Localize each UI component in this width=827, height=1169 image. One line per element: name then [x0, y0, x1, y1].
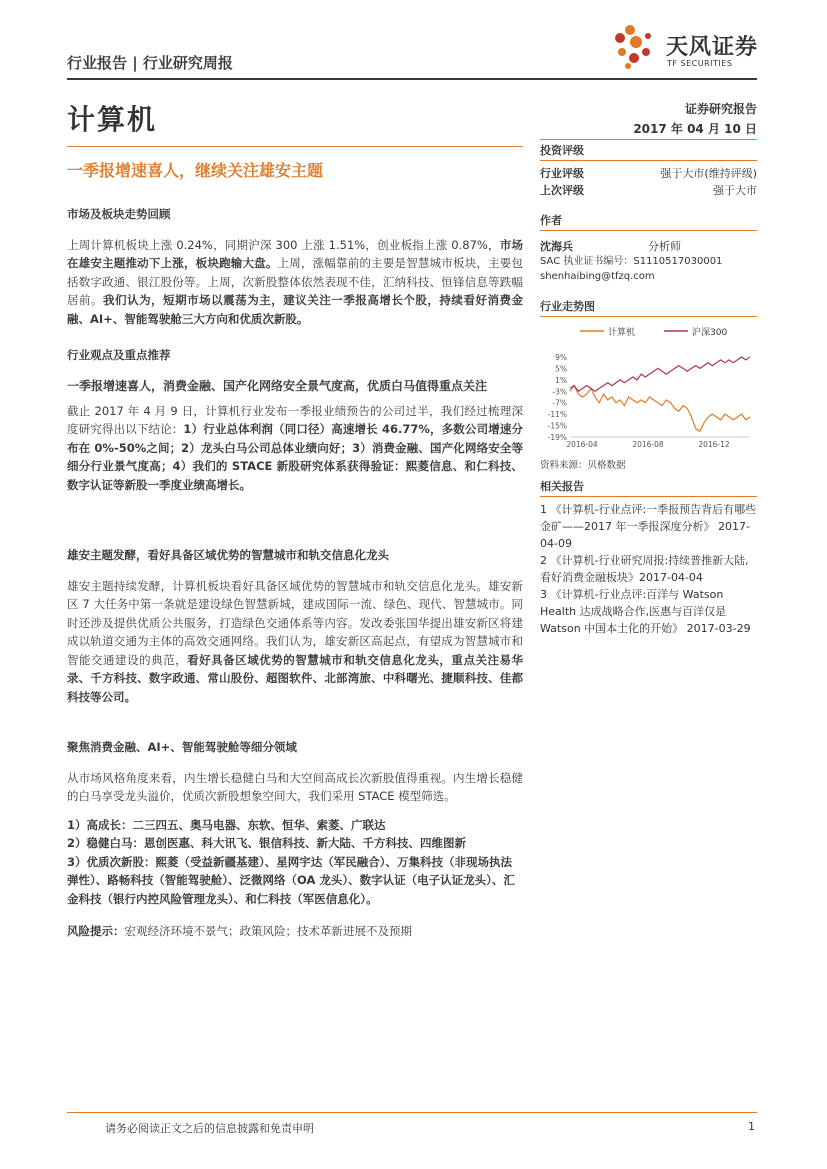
footer-divider: [67, 1112, 757, 1113]
trend-chart: [540, 319, 757, 451]
author-role: 分析师: [648, 240, 681, 253]
author-cert: SAC 执业证书编号：S1110517030001: [540, 256, 723, 267]
series-line: [570, 357, 750, 391]
sidebar-heading: 投资评级: [540, 142, 757, 161]
paragraph: [67, 236, 523, 329]
y-tick-label: 9%: [555, 353, 567, 362]
sidebar-author: [540, 212, 757, 284]
sidebar-related: [540, 478, 757, 637]
legend-label: 沪深300: [692, 328, 728, 338]
related-item[interactable]: 3 《计算机-行业点评:百洋与 Watson Health 达成战略合作,医惠与百洋仅是 Watson 中国本土化的开始》 2017-03-29: [540, 588, 751, 635]
subtitle-divider: [67, 146, 523, 147]
logo-subtext: TF SECURITIES: [667, 59, 733, 68]
x-tick-label: 2016-12: [698, 440, 730, 449]
text: 截止 2017 年 4 月 9 日，计算机行业发布一季报业绩预告的公司过半，我们经过梳理深度研究得出以下结论：: [67, 403, 523, 436]
page-title: 计算机: [67, 103, 158, 136]
sidebar-trend: [540, 298, 757, 471]
paragraph: [67, 402, 523, 495]
data-source: 资料来源：贝格数据: [540, 460, 626, 471]
risk-label: 风险提示：: [67, 924, 125, 938]
related-item[interactable]: 1 《计算机-行业点评:一季报预告背后有哪些金矿——2017 年一季报深度分析》 2017-04-09: [540, 503, 757, 550]
sidebar-heading: 相关报告: [540, 478, 757, 497]
rating-row: [540, 165, 757, 182]
author-name: 沈海兵: [540, 240, 573, 253]
rating-label: 行业评级: [540, 167, 584, 180]
rating-label: 上次评级: [540, 184, 584, 197]
rating-value: 强于大市: [713, 184, 757, 197]
section-focus: [67, 738, 523, 941]
related-item[interactable]: 2 《计算机-行业研究周报:持续普推新大陆,看好消费金融板块》2017-04-04: [540, 554, 749, 584]
text-bold: 1）行业总体利润（同口径）高速增长 46.77%，多数公司增速分布在 0%-50%之间；2）龙头白马公司总体业绩向好；3）消费金融、国产化网络安全等细分行业景气度高；4）我们的 STACE 新股研究体系获得验证：熙菱信息、和仁科技、数字认证等新股一季度业绩高增长。: [67, 422, 524, 492]
report-date: 2017 年 04 月 10 日: [633, 122, 757, 136]
y-tick-label: -19%: [547, 433, 567, 442]
sidebar-heading: 作者: [540, 212, 757, 231]
text: 上周计算机板块上涨 0.24%，同期沪深 300 上涨 1.51%，创业板指上涨 0.87%，: [67, 237, 500, 252]
section-heading: 行业观点及重点推荐: [67, 348, 171, 362]
rating-value: 强于大市(维持评级): [660, 167, 757, 180]
section-heading: 雄安主题发酵，看好具备区域优势的智慧城市和轨交信息化龙头: [67, 548, 389, 562]
page-number: 1: [748, 1120, 755, 1133]
text-bold: 我们认为，短期市场以震荡为主，建议关注一季报高增长个股，持续看好消费金融、AI+、智能驾驶舱三大方向和优质次新股。: [67, 293, 524, 326]
author-row: [540, 239, 757, 254]
risk-note: [67, 922, 523, 941]
header-divider: [67, 78, 757, 80]
divider: [540, 139, 757, 140]
y-tick-label: -11%: [547, 410, 567, 420]
series-line: [570, 386, 750, 432]
section-market-review: [67, 205, 523, 328]
text-bold: 市场在雄安主题推动下上涨，板块跑输大盘。: [67, 237, 523, 270]
y-tick-label: 5%: [555, 364, 567, 374]
list-item: 3）优质次新股：熙菱（受益新疆基建）、星网宇达（军民融合）、万集科技（非现场执法弹性）、路畅科技（智能驾驶舱）、泛微网络（OA 龙头）、数字认证（电子认证龙头）、汇金科技（银行内控风险管理龙头）、和仁科技（军医信息化）。: [67, 854, 515, 906]
text-bold: 看好具备区域优势的智慧城市和轨交信息化龙头，重点关注易华录、千方科技、数字政通、常山股份、超图软件、北部湾旅、中科曙光、捷顺科技、佳都科技等公司。: [67, 652, 524, 704]
text: 雄安主题持续发酵，计算机板块看好具备区域优势的智慧城市和轨交信息化龙头。雄安新区 7 大任务中第一条就是建设绿色智慧新城，建成国际一流、绿色、现代、智慧城市。同时还涉及提供优质公共服务，打造绿色交通体系等内容。发改委张国华提出雄安新区将建成以轨道交通为主体的高效交通网络。我们认为，雄安新区高起点，有望成为智慧城市和智能交通建设的典范，: [67, 578, 523, 667]
y-tick-label: -3%: [552, 387, 567, 397]
sub-heading: 一季报增速喜人，消费金融、国产化网络安全景气度高，优质白马值得重点关注: [67, 378, 488, 393]
sidebar-rating: [540, 139, 757, 199]
x-tick-label: 2016-04: [566, 440, 598, 449]
text: 上周，涨幅靠前的主要是智慧城市板块，主要包括数字政通、银江股份等。上周，次新股整体依然表现不佳，汇纳科技、恒锋信息等跌幅居前。: [67, 256, 524, 307]
breadcrumb: 行业报告 | 行业研究周报: [67, 54, 233, 72]
x-tick-label: 2016-08: [632, 440, 664, 449]
author-email[interactable]: shenhaibing@tfzq.com: [540, 271, 655, 282]
footer-disclaimer: 请务必阅读正文之后的信息披露和免责申明: [105, 1122, 314, 1135]
paragraph: [67, 577, 523, 707]
report-type: 证券研究报告: [684, 102, 757, 116]
section-xiongan: [67, 546, 523, 706]
y-tick-label: -7%: [552, 398, 567, 408]
legend-label: 计算机: [608, 328, 636, 338]
list-item: 1）高成长：二三四五、奥马电器、东软、恒华、索菱、广联达: [67, 817, 386, 832]
sidebar-heading: 行业走势图: [540, 298, 757, 317]
section-industry-view: [67, 346, 523, 494]
rating-row: [540, 182, 757, 199]
section-heading: 聚焦消费金融、AI+、智能驾驶舱等细分领域: [67, 740, 297, 754]
logo-mark-icon: [610, 22, 664, 72]
risk-text: 宏观经济环境不景气；政策风险；技术革新进展不及预期: [124, 924, 412, 938]
section-heading: 市场及板块走势回顾: [67, 207, 171, 221]
list-item: 2）稳健白马：恩创医惠、科大讯飞、银信科技、新大陆、千方科技、四维图新: [67, 836, 466, 850]
report-subtitle: 一季报增速喜人，继续关注雄安主题: [67, 161, 324, 180]
y-tick-label: 1%: [555, 375, 567, 385]
y-tick-label: -15%: [547, 421, 567, 431]
logo-text: 天风证券: [666, 35, 759, 60]
paragraph: 从市场风格角度来看，内生增长稳健白马和大空间高成长次新股值得重视。内生增长稳健的白马享受龙头溢价，优质次新股想象空间大，我们采用 STACE 模型筛选。: [67, 770, 523, 803]
logo: [610, 22, 664, 72]
